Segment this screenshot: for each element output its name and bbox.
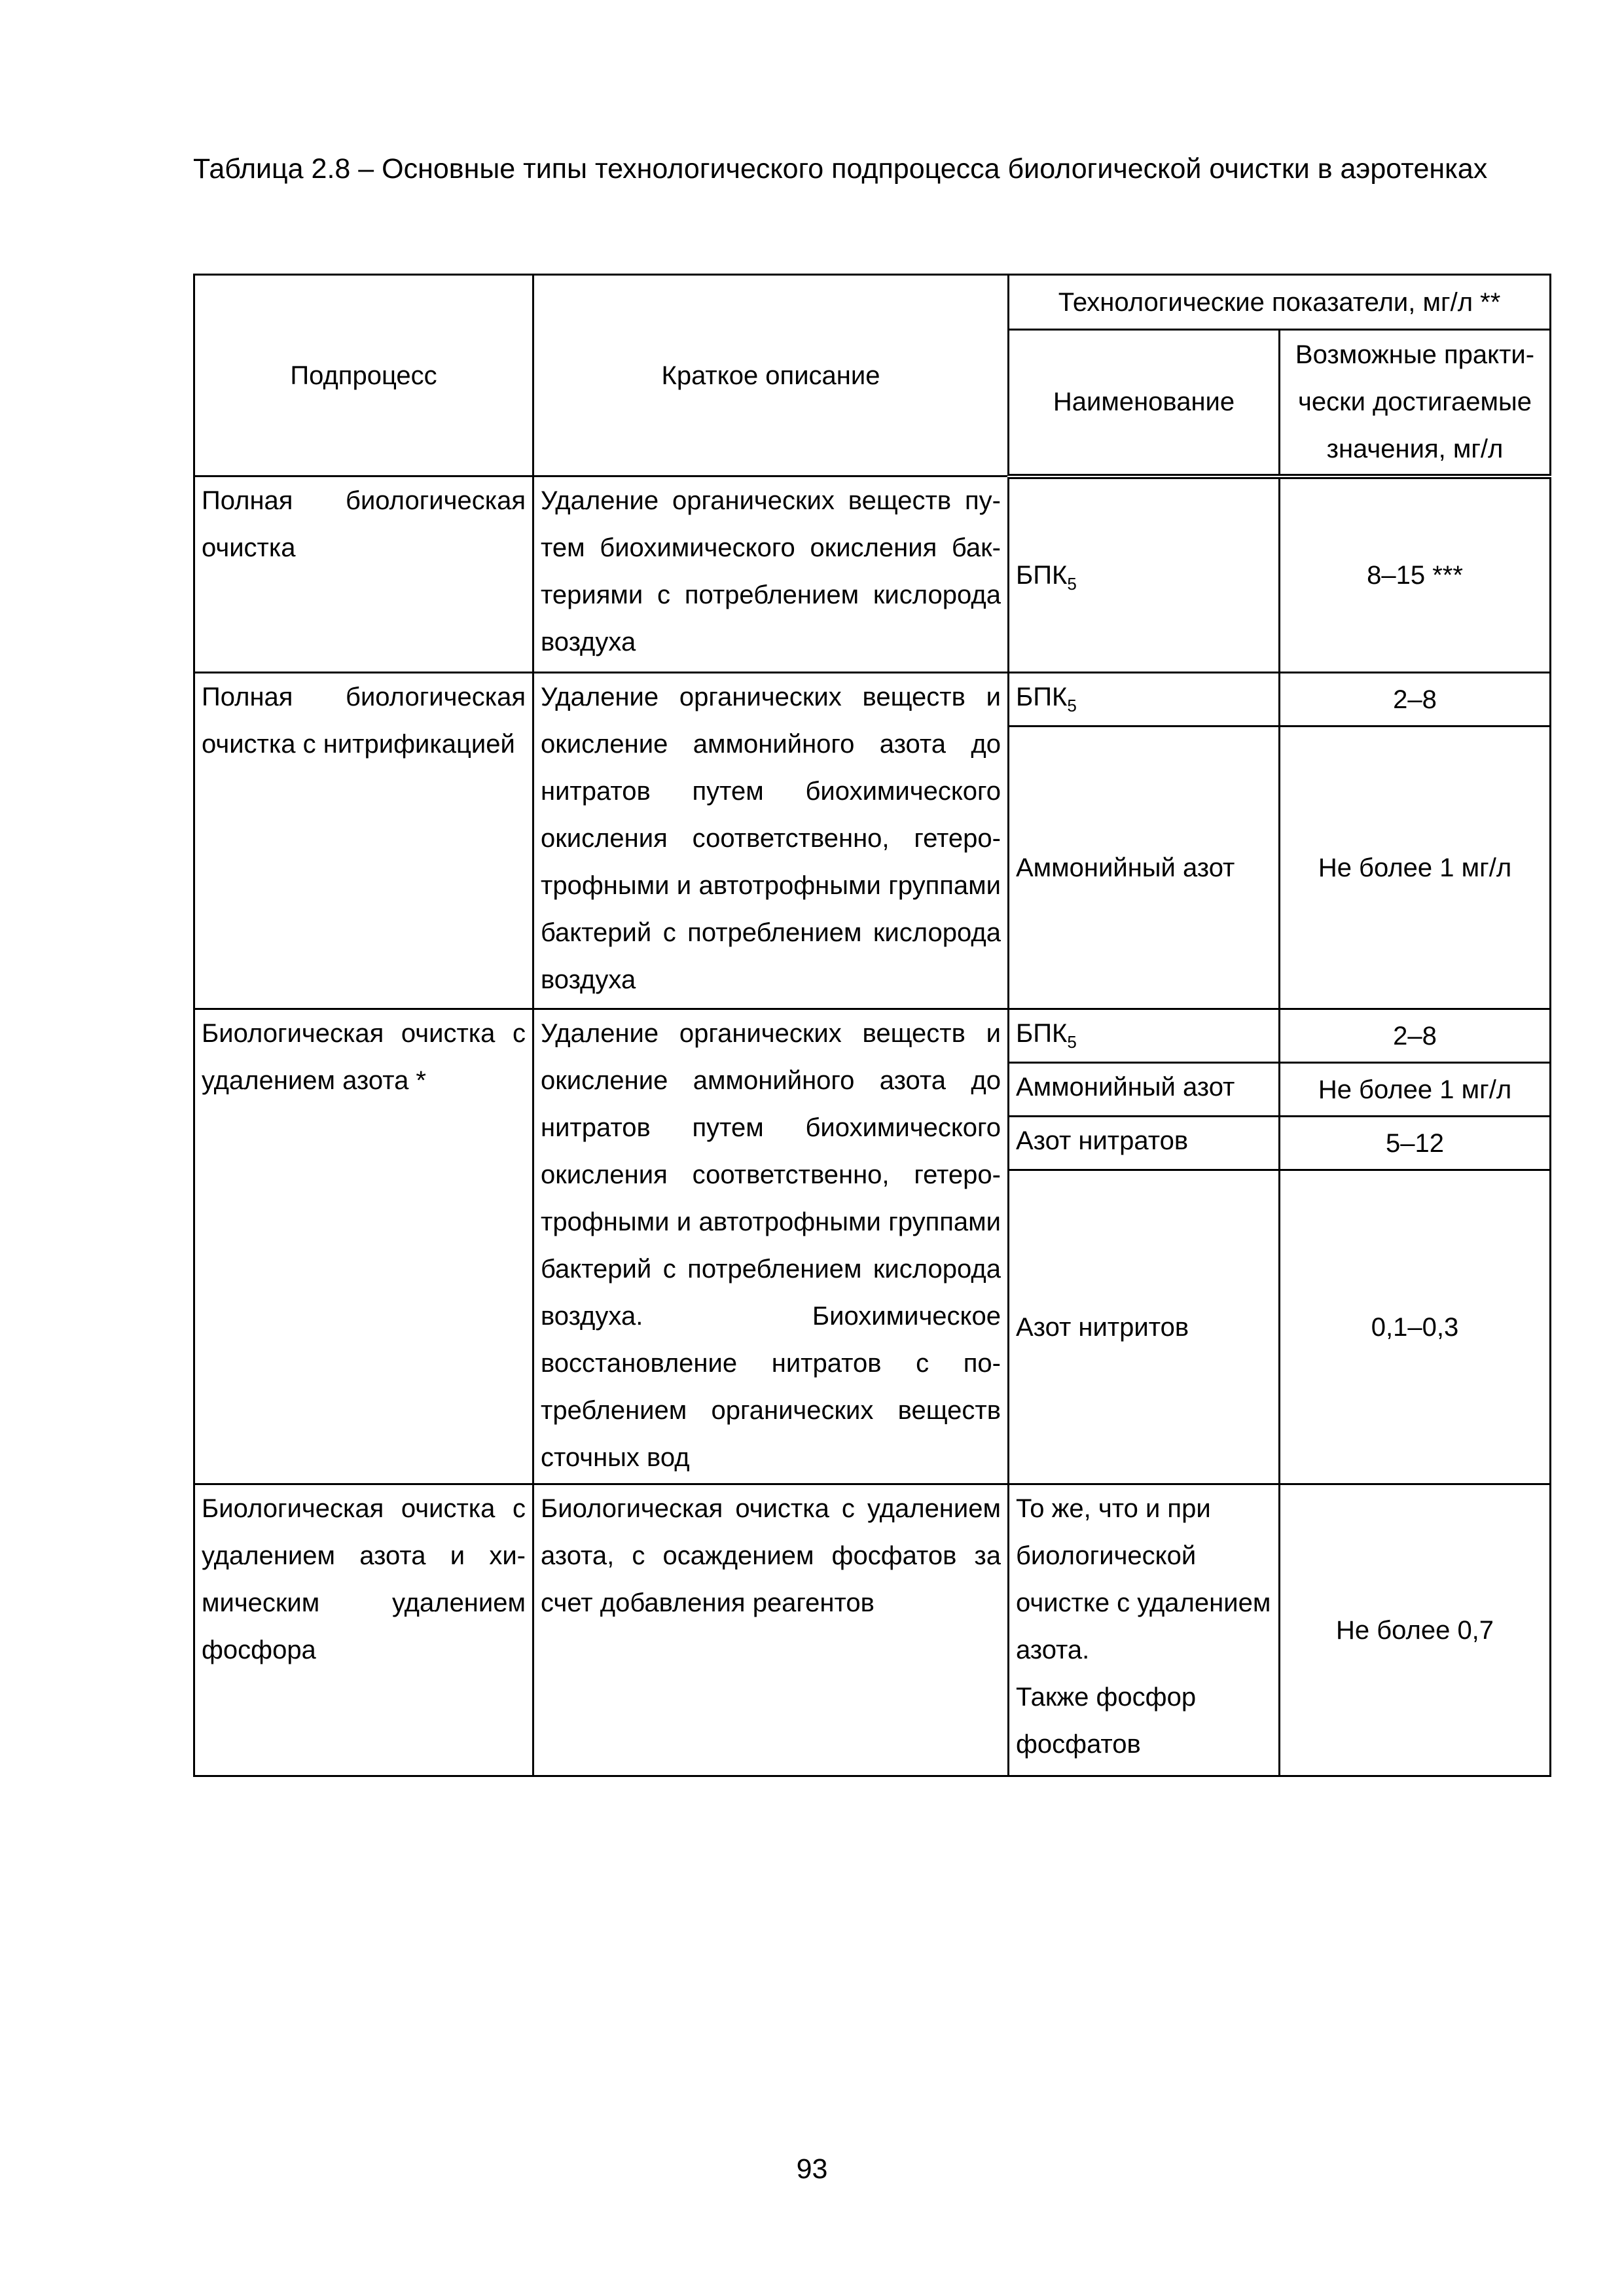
indicator-name: Аммонийный азот (1009, 1063, 1280, 1117)
table-row (194, 476, 1551, 673)
table-row (194, 673, 1551, 726)
indicator-value: Не более 1 мг/л (1280, 1063, 1551, 1117)
row-subprocess: Полная биологическая очистка с нитрификацией (194, 673, 533, 1009)
row-description: Удаление органических веществ путем биохимического окисления бактериями с потреблением кислорода воздуха (533, 476, 1009, 673)
indicator-value: Не более 0,7 (1280, 1484, 1551, 1776)
row-description: Удаление органических веществ и окисление аммонийного азота до нитратов путем биохимического окисления соответственно, гетеротрофными и автотрофными группами бактерий с потреблением кислорода воздуха (533, 673, 1009, 1009)
indicator-value: 5–12 (1280, 1117, 1551, 1170)
row-description: Биологическая очистка с удалением азота, с осаждением фосфатов за счет добавления реагентов (533, 1484, 1009, 1776)
indicator-value: 2–8 (1280, 673, 1551, 726)
table-row (194, 1484, 1551, 1776)
header-description: Краткое описание (533, 275, 1009, 476)
indicator-name: $БПК_5$ (1009, 476, 1280, 673)
row-description: Удаление органических веществ и окисление аммонийного азота до нитратов путем биохимического окисления соответственно, гетеротрофными и автотрофными группами бактерий с потреблением кислорода воздуха. Биохимическое восстановление нитратов с потреблением органических веществ сточных вод (533, 1009, 1009, 1484)
header-subprocess: Подпроцесс (194, 275, 533, 476)
header-name: Наименование (1009, 330, 1280, 476)
indicator-value: 2–8 (1280, 1009, 1551, 1063)
header-values: Возможные практически достигаемые значения, мг/л (1280, 330, 1551, 476)
indicator-name: Азот нитритов (1009, 1170, 1280, 1484)
process-table (193, 274, 1551, 1777)
indicator-value: Не более 1 мг/л (1280, 726, 1551, 1009)
indicator-name: Аммонийный азот (1009, 726, 1280, 1009)
indicator-name: Азот нитратов (1009, 1117, 1280, 1170)
table-title: Таблица 2.8 – Основные типы технологического подпроцесса биологической очистки в аэротенках (193, 153, 1488, 185)
page-number: 93 (796, 2153, 828, 2185)
indicator-name: То же, что и при биологической очистке с удалением азота. Также фосфор фосфатов (1009, 1484, 1280, 1776)
row-subprocess: Биологическая очистка с удалением азота и химическим удалением фосфора (194, 1484, 533, 1776)
indicator-value: 0,1–0,3 (1280, 1170, 1551, 1484)
indicator-name: $БПК_5$ (1009, 1009, 1280, 1063)
indicator-value: 8–15 *** (1280, 476, 1551, 673)
row-subprocess: Биологическая очистка с удалением азота * (194, 1009, 533, 1484)
indicator-name: $БПК_5$ (1009, 673, 1280, 726)
header-indicators: Технологические показатели, мг/л ** (1009, 275, 1551, 330)
table-row (194, 1009, 1551, 1063)
row-subprocess: Полная биологическая очистка (194, 476, 533, 673)
